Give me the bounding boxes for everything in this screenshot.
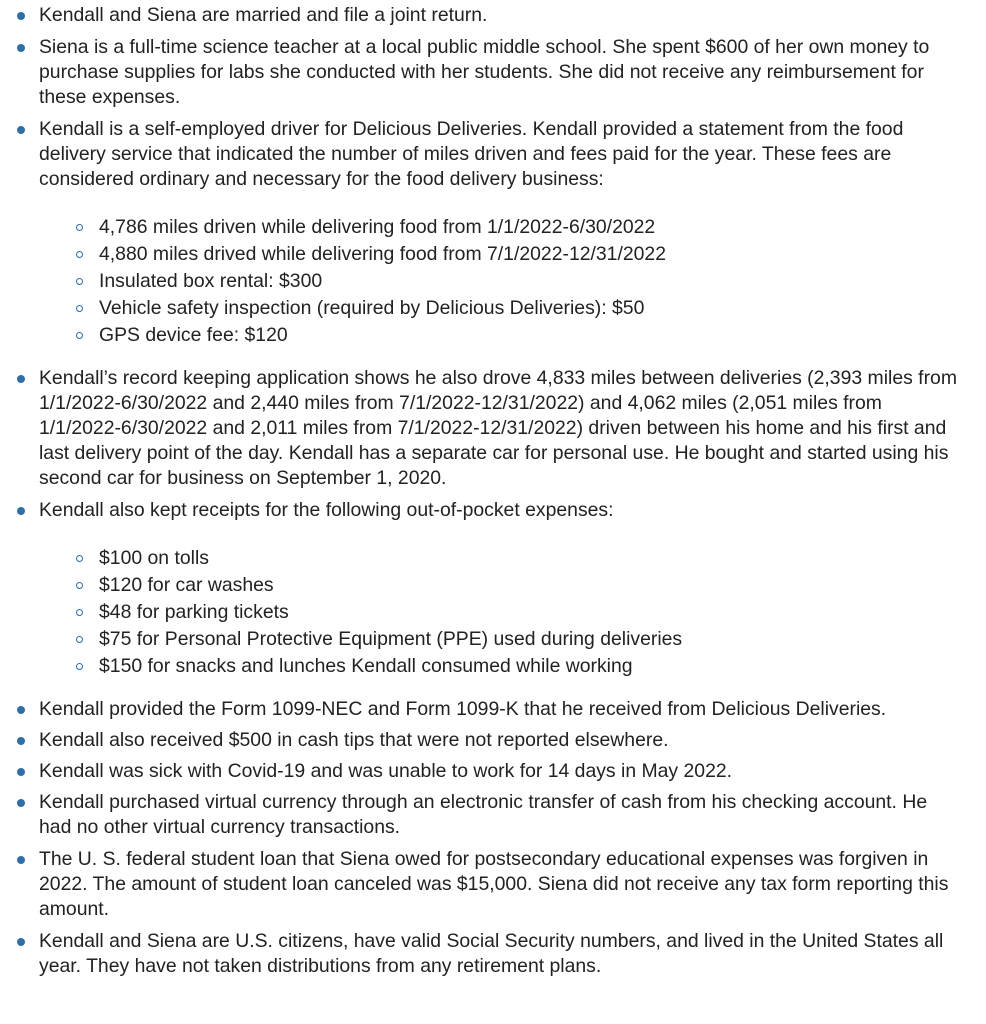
fact-virtual-currency: Kendall purchased virtual currency through an electronic transfer of cash from his checking account. He had no other virtual currency transactions. — [0, 790, 986, 840]
fact-out-of-pocket-text: Kendall also kept receipts for the following out-of-pocket expenses: — [39, 499, 614, 521]
fact-citizenship: Kendall and Siena are U.S. citizens, have valid Social Security numbers, and lived in the United States all year. They have not taken distributions from any retirement plans. — [0, 929, 986, 979]
out-of-pocket-list — [39, 545, 962, 680]
list-item-box-rental: Insulated box rental: $300 — [39, 268, 962, 295]
fact-joint-return: Kendall and Siena are married and file a joint return. — [0, 3, 986, 28]
list-item-car-washes: $120 for car washes — [39, 572, 962, 599]
list-item-snacks: $150 for snacks and lunches Kendall consumed while working — [39, 653, 962, 680]
list-item-parking-tickets: $48 for parking tickets — [39, 599, 962, 626]
list-item-gps-fee: GPS device fee: $120 — [39, 322, 962, 349]
fact-student-loan: The U. S. federal student loan that Siena owed for postsecondary educational expenses was forgiven in 2022. The amount of student loan canceled was $15,000. Siena did not receive any tax form reporting this amount. — [0, 847, 986, 922]
fact-covid-sick: Kendall was sick with Covid-19 and was unable to work for 14 days in May 2022. — [0, 759, 986, 784]
list-item-miles-first-half: 4,786 miles driven while delivering food from 1/1/2022-6/30/2022 — [39, 214, 962, 241]
list-item-tolls: $100 on tolls — [39, 545, 962, 572]
fact-record-keeping-miles: Kendall’s record keeping application shows he also drove 4,833 miles between deliveries (2,393 miles from 1/1/2022-6/30/2022 and 2,440 miles from 7/1/2022-12/31/2022) and 4,062 miles (2,051 miles from 1/1/2022-6/30/2022 and 2,011 miles from 7/1/2022-12/31/2022) driven between his home and his first and last delivery point of the day. Kendall has a separate car for personal use. He bought and started using his second car for business on September 1, 2020. — [0, 366, 986, 491]
fact-forms-1099: Kendall provided the Form 1099-NEC and Form 1099-K that he received from Delicious Deliveries. — [0, 697, 986, 722]
fact-cash-tips: Kendall also received $500 in cash tips that were not reported elsewhere. — [0, 728, 986, 753]
fact-kendall-driver-text: Kendall is a self-employed driver for Delicious Deliveries. Kendall provided a statement from the food delivery service that indicated the number of miles driven and fees paid for the year. These fees are considered ordinary and necessary for the food delivery business: — [39, 118, 904, 190]
list-item-ppe: $75 for Personal Protective Equipment (PPE) used during deliveries — [39, 626, 962, 653]
scenario-document — [0, 3, 986, 986]
fact-siena-teacher-supplies: Siena is a full-time science teacher at a local public middle school. She spent $600 of her own money to purchase supplies for labs she conducted with her students. She did not receive any reimbursement for these expenses. — [0, 35, 986, 110]
fact-kendall-driver — [0, 117, 986, 349]
delivery-statement-list — [39, 214, 962, 349]
list-item-safety-inspection: Vehicle safety inspection (required by Delicious Deliveries): $50 — [39, 295, 962, 322]
list-item-miles-second-half: 4,880 miles drived while delivering food from 7/1/2022-12/31/2022 — [39, 241, 962, 268]
fact-out-of-pocket — [0, 498, 986, 680]
